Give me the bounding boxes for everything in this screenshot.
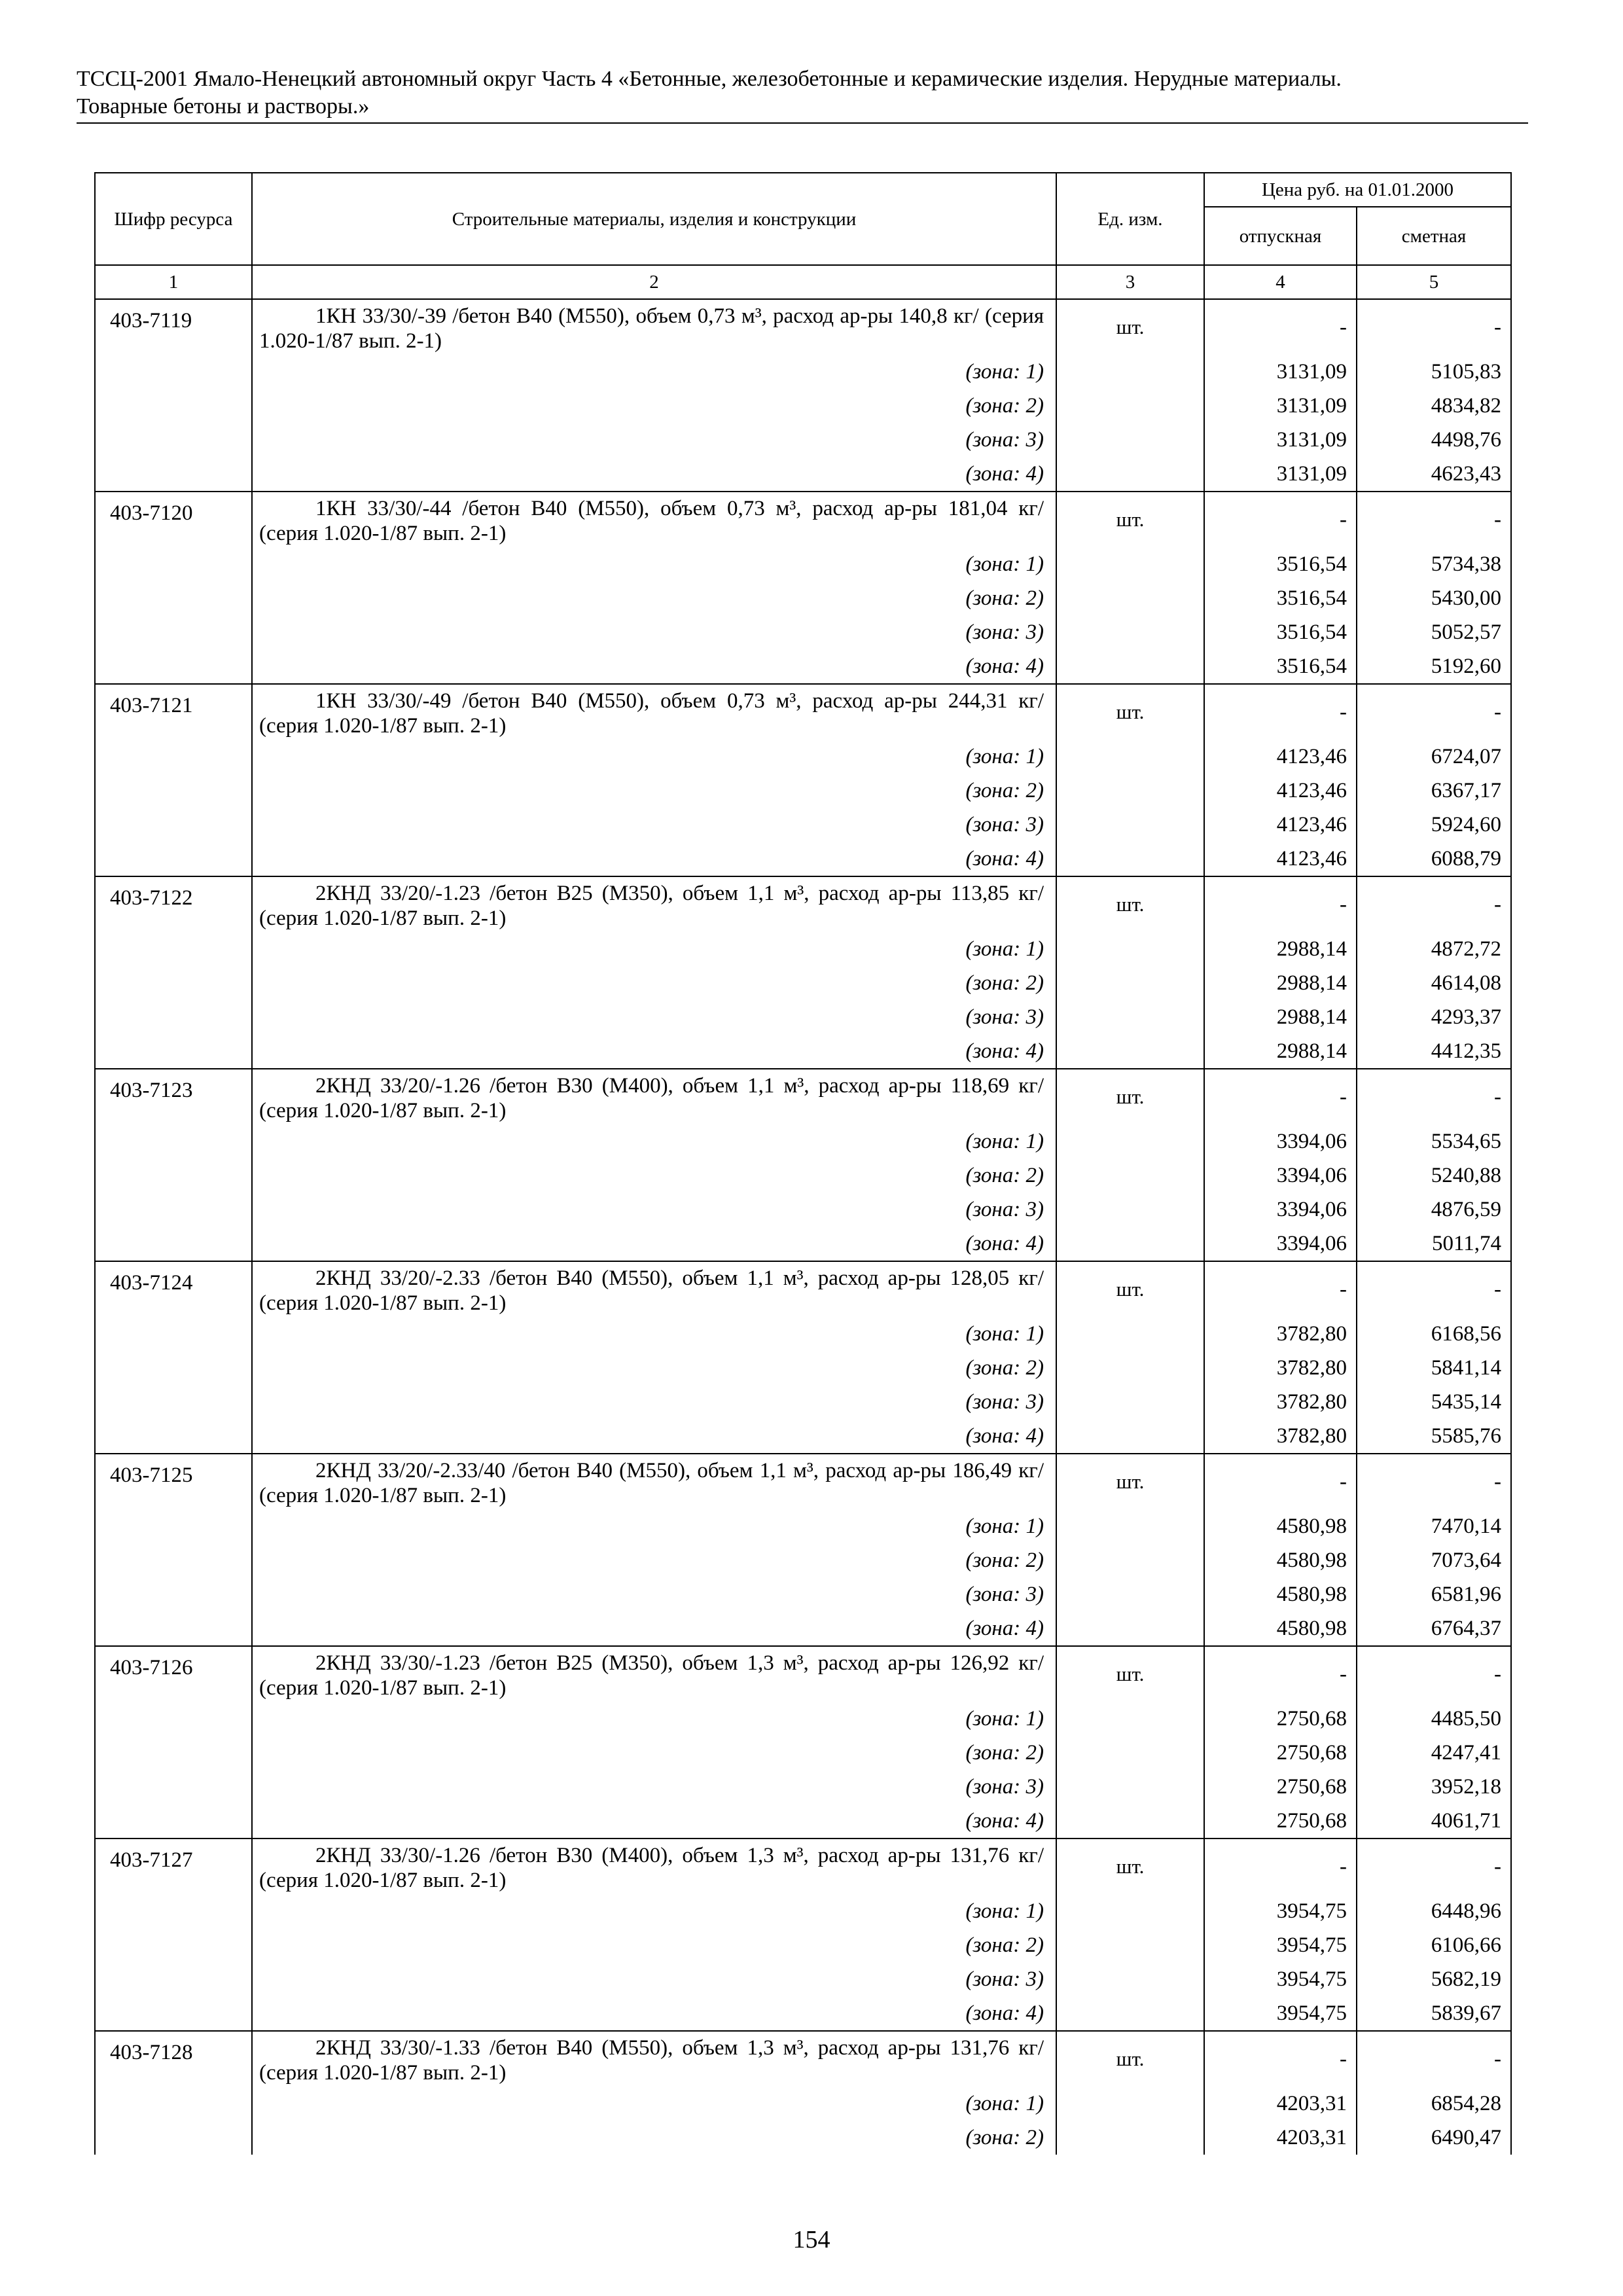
estimate-price: 5052,57 bbox=[1431, 620, 1501, 644]
estimate-price: 4614,08 bbox=[1431, 971, 1501, 995]
zone-label: (зона: 3) bbox=[965, 428, 1044, 452]
material-description: 2КНД 33/20/-2.33/40 /бетон В40 (М550), объем 1,1 м³, расход ар-ры 186,49 кг/ (серия 1.020-1/87 вып. 2-1) bbox=[259, 1459, 1044, 1507]
estimate-price-cell bbox=[1357, 1839, 1511, 2031]
release-price: 3394,06 bbox=[1276, 1198, 1347, 1221]
no-price-dash: - bbox=[1494, 1470, 1501, 1494]
release-price: 3782,80 bbox=[1276, 1390, 1347, 1414]
zone-label: (зона: 1) bbox=[965, 2092, 1044, 2115]
col-number: 4 bbox=[1204, 265, 1357, 299]
no-price-dash: - bbox=[1494, 315, 1501, 339]
resource-code: 403-7126 bbox=[95, 1646, 252, 1839]
release-price: 4123,46 bbox=[1276, 745, 1347, 768]
zone-label: (зона: 3) bbox=[965, 1390, 1044, 1414]
estimate-price: 6088,79 bbox=[1431, 847, 1501, 870]
material-description-cell bbox=[252, 492, 1056, 684]
col-header-unit: Ед. изм. bbox=[1056, 173, 1204, 265]
table-body bbox=[95, 299, 1511, 2155]
unit-of-measure: шт. bbox=[1116, 1470, 1145, 1493]
resource-code: 403-7120 bbox=[95, 492, 252, 684]
price-table bbox=[94, 172, 1512, 2155]
unit-of-measure: шт. bbox=[1116, 1662, 1145, 1685]
material-description: 2КНД 33/30/-1.23 /бетон В25 (М350), объем 1,3 м³, расход ар-ры 126,92 кг/ (серия 1.020-1/87 вып. 2-1) bbox=[259, 1651, 1044, 1700]
zone-label: (зона: 3) bbox=[965, 1198, 1044, 1221]
estimate-price: 5924,60 bbox=[1431, 813, 1501, 836]
unit-of-measure: шт. bbox=[1116, 1855, 1145, 1878]
no-price-dash: - bbox=[1340, 1085, 1347, 1109]
col-header-release: отпускная bbox=[1204, 207, 1357, 265]
release-price-cell bbox=[1204, 1454, 1357, 1646]
zone-label: (зона: 1) bbox=[965, 552, 1044, 576]
release-price: 3782,80 bbox=[1276, 1356, 1347, 1380]
release-price: 2750,68 bbox=[1276, 1775, 1347, 1799]
estimate-price-cell bbox=[1357, 1261, 1511, 1454]
estimate-price: 5011,74 bbox=[1431, 1232, 1501, 1255]
release-price: 4203,31 bbox=[1276, 2126, 1347, 2149]
release-price: 4580,98 bbox=[1276, 1617, 1347, 1640]
zone-label: (зона: 4) bbox=[965, 1617, 1044, 1640]
unit-cell bbox=[1056, 684, 1204, 876]
zone-label: (зона: 3) bbox=[965, 813, 1044, 836]
zone-label: (зона: 4) bbox=[965, 1809, 1044, 1833]
release-price: 3954,75 bbox=[1276, 2001, 1347, 2025]
estimate-price: 5430,00 bbox=[1431, 586, 1501, 610]
material-description-cell bbox=[252, 684, 1056, 876]
col-number: 1 bbox=[95, 265, 252, 299]
resource-code: 403-7123 bbox=[95, 1069, 252, 1261]
material-description-cell bbox=[252, 299, 1056, 492]
table-row bbox=[95, 1454, 1511, 1646]
resource-code: 403-7124 bbox=[95, 1261, 252, 1454]
unit-of-measure: шт. bbox=[1116, 508, 1145, 531]
material-description-cell bbox=[252, 2031, 1056, 2155]
zone-label: (зона: 4) bbox=[965, 655, 1044, 678]
resource-code: 403-7127 bbox=[95, 1839, 252, 2031]
release-price: 3516,54 bbox=[1276, 620, 1347, 644]
no-price-dash: - bbox=[1340, 508, 1347, 531]
release-price: 2750,68 bbox=[1276, 1707, 1347, 1731]
header-line-2: Товарные бетоны и растворы.» bbox=[77, 94, 370, 118]
release-price: 4580,98 bbox=[1276, 1549, 1347, 1572]
release-price: 4580,98 bbox=[1276, 1583, 1347, 1606]
estimate-price: 3952,18 bbox=[1431, 1775, 1501, 1799]
material-description: 1КН 33/30/-44 /бетон В40 (М550), объем 0,73 м³, расход ар-ры 181,04 кг/ (серия 1.020-1/87 вып. 2-1) bbox=[259, 497, 1044, 545]
table-row bbox=[95, 299, 1511, 492]
zone-label: (зона: 2) bbox=[965, 1933, 1044, 1957]
no-price-dash: - bbox=[1494, 893, 1501, 916]
release-price: 3131,09 bbox=[1276, 394, 1347, 418]
material-description: 1КН 33/30/-39 /бетон В40 (М550), объем 0,73 м³, расход ар-ры 140,8 кг/ (серия 1.020-1/87 вып. 2-1) bbox=[259, 304, 1044, 353]
unit-cell bbox=[1056, 299, 1204, 492]
release-price: 3131,09 bbox=[1276, 462, 1347, 486]
material-description-cell bbox=[252, 1646, 1056, 1839]
material-description-cell bbox=[252, 1454, 1056, 1646]
release-price-cell bbox=[1204, 492, 1357, 684]
zone-label: (зона: 1) bbox=[965, 1130, 1044, 1153]
estimate-price: 6448,96 bbox=[1431, 1899, 1501, 1923]
estimate-price: 6106,66 bbox=[1431, 1933, 1501, 1957]
estimate-price: 5585,76 bbox=[1431, 1424, 1501, 1448]
estimate-price: 6581,96 bbox=[1431, 1583, 1501, 1606]
estimate-price: 4247,41 bbox=[1431, 1741, 1501, 1765]
release-price: 2750,68 bbox=[1276, 1809, 1347, 1833]
estimate-price-cell bbox=[1357, 1646, 1511, 1839]
no-price-dash: - bbox=[1494, 2047, 1501, 2071]
zone-label: (зона: 1) bbox=[965, 1515, 1044, 1538]
estimate-price: 5839,67 bbox=[1431, 2001, 1501, 2025]
page-number: 154 bbox=[793, 2226, 830, 2253]
resource-code: 403-7128 bbox=[95, 2031, 252, 2155]
no-price-dash: - bbox=[1494, 1855, 1501, 1878]
material-description-cell bbox=[252, 1261, 1056, 1454]
estimate-price: 7470,14 bbox=[1431, 1515, 1501, 1538]
no-price-dash: - bbox=[1340, 315, 1347, 339]
table-row bbox=[95, 2031, 1511, 2155]
estimate-price: 4485,50 bbox=[1431, 1707, 1501, 1731]
release-price: 3782,80 bbox=[1276, 1424, 1347, 1448]
no-price-dash: - bbox=[1340, 1470, 1347, 1494]
zone-label: (зона: 4) bbox=[965, 2001, 1044, 2025]
release-price: 2988,14 bbox=[1276, 1005, 1347, 1029]
table-row bbox=[95, 492, 1511, 684]
resource-code: 403-7125 bbox=[95, 1454, 252, 1646]
release-price: 3516,54 bbox=[1276, 655, 1347, 678]
unit-cell bbox=[1056, 1646, 1204, 1839]
estimate-price: 5240,88 bbox=[1431, 1164, 1501, 1187]
estimate-price: 5841,14 bbox=[1431, 1356, 1501, 1380]
material-description: 2КНД 33/20/-2.33 /бетон В40 (М550), объем 1,1 м³, расход ар-ры 128,05 кг/ (серия 1.020-1/87 вып. 2-1) bbox=[259, 1266, 1044, 1315]
estimate-price: 6168,56 bbox=[1431, 1322, 1501, 1346]
header-line-1: ТССЦ-2001 Ямало-Ненецкий автономный округ Часть 4 «Бетонные, железобетонные и керамические изделия. Нерудные материалы. bbox=[77, 67, 1342, 91]
release-price: 3131,09 bbox=[1276, 360, 1347, 384]
material-description-cell bbox=[252, 876, 1056, 1069]
no-price-dash: - bbox=[1340, 700, 1347, 724]
unit-of-measure: шт. bbox=[1116, 1278, 1145, 1300]
col-number: 3 bbox=[1056, 265, 1204, 299]
table-row bbox=[95, 876, 1511, 1069]
material-description-cell bbox=[252, 1069, 1056, 1261]
release-price-cell bbox=[1204, 299, 1357, 492]
estimate-price: 4498,76 bbox=[1431, 428, 1501, 452]
estimate-price-cell bbox=[1357, 299, 1511, 492]
estimate-price: 6854,28 bbox=[1431, 2092, 1501, 2115]
estimate-price-cell bbox=[1357, 492, 1511, 684]
zone-label: (зона: 3) bbox=[965, 1005, 1044, 1029]
table-row bbox=[95, 684, 1511, 876]
estimate-price: 4412,35 bbox=[1431, 1039, 1501, 1063]
no-price-dash: - bbox=[1340, 1662, 1347, 1686]
estimate-price-cell bbox=[1357, 876, 1511, 1069]
release-price: 4580,98 bbox=[1276, 1515, 1347, 1538]
estimate-price: 5534,65 bbox=[1431, 1130, 1501, 1153]
zone-label: (зона: 2) bbox=[965, 394, 1044, 418]
release-price-cell bbox=[1204, 876, 1357, 1069]
release-price: 4123,46 bbox=[1276, 813, 1347, 836]
estimate-price-cell bbox=[1357, 2031, 1511, 2155]
estimate-price-cell bbox=[1357, 684, 1511, 876]
col-number: 5 bbox=[1357, 265, 1511, 299]
estimate-price: 6367,17 bbox=[1431, 779, 1501, 802]
zone-label: (зона: 1) bbox=[965, 360, 1044, 384]
release-price-cell bbox=[1204, 1069, 1357, 1261]
estimate-price: 6724,07 bbox=[1431, 745, 1501, 768]
zone-label: (зона: 2) bbox=[965, 779, 1044, 802]
release-price: 2988,14 bbox=[1276, 937, 1347, 961]
zone-label: (зона: 3) bbox=[965, 620, 1044, 644]
release-price: 3954,75 bbox=[1276, 1967, 1347, 1991]
release-price: 2988,14 bbox=[1276, 971, 1347, 995]
release-price: 3954,75 bbox=[1276, 1899, 1347, 1923]
table-row bbox=[95, 1261, 1511, 1454]
release-price: 3394,06 bbox=[1276, 1130, 1347, 1153]
no-price-dash: - bbox=[1494, 1278, 1501, 1301]
no-price-dash: - bbox=[1340, 1278, 1347, 1301]
unit-of-measure: шт. bbox=[1116, 893, 1145, 916]
release-price-cell bbox=[1204, 2031, 1357, 2155]
release-price: 3131,09 bbox=[1276, 428, 1347, 452]
unit-cell bbox=[1056, 1454, 1204, 1646]
material-description-cell bbox=[252, 1839, 1056, 2031]
estimate-price-cell bbox=[1357, 1454, 1511, 1646]
estimate-price: 5682,19 bbox=[1431, 1967, 1501, 1991]
release-price-cell bbox=[1204, 684, 1357, 876]
zone-label: (зона: 4) bbox=[965, 1424, 1044, 1448]
zone-label: (зона: 4) bbox=[965, 1039, 1044, 1063]
estimate-price: 4623,43 bbox=[1431, 462, 1501, 486]
unit-of-measure: шт. bbox=[1116, 1085, 1145, 1108]
unit-cell bbox=[1056, 876, 1204, 1069]
zone-label: (зона: 1) bbox=[965, 1707, 1044, 1731]
estimate-price: 4834,82 bbox=[1431, 394, 1501, 418]
no-price-dash: - bbox=[1340, 2047, 1347, 2071]
no-price-dash: - bbox=[1494, 700, 1501, 724]
resource-code: 403-7119 bbox=[95, 299, 252, 492]
release-price: 3782,80 bbox=[1276, 1322, 1347, 1346]
zone-label: (зона: 4) bbox=[965, 1232, 1044, 1255]
zone-label: (зона: 1) bbox=[965, 745, 1044, 768]
unit-cell bbox=[1056, 492, 1204, 684]
zone-label: (зона: 2) bbox=[965, 1356, 1044, 1380]
estimate-price: 5105,83 bbox=[1431, 360, 1501, 384]
resource-code: 403-7121 bbox=[95, 684, 252, 876]
zone-label: (зона: 2) bbox=[965, 1741, 1044, 1765]
document-header bbox=[77, 65, 1528, 120]
zone-label: (зона: 2) bbox=[965, 2126, 1044, 2149]
zone-label: (зона: 2) bbox=[965, 971, 1044, 995]
release-price: 2988,14 bbox=[1276, 1039, 1347, 1063]
release-price: 3516,54 bbox=[1276, 552, 1347, 576]
estimate-price: 5734,38 bbox=[1431, 552, 1501, 576]
resource-code: 403-7122 bbox=[95, 876, 252, 1069]
estimate-price: 5435,14 bbox=[1431, 1390, 1501, 1414]
release-price: 4123,46 bbox=[1276, 779, 1347, 802]
zone-label: (зона: 4) bbox=[965, 462, 1044, 486]
no-price-dash: - bbox=[1494, 1085, 1501, 1109]
table-row bbox=[95, 1069, 1511, 1261]
estimate-price: 7073,64 bbox=[1431, 1549, 1501, 1572]
release-price: 4123,46 bbox=[1276, 847, 1347, 870]
zone-label: (зона: 2) bbox=[965, 1164, 1044, 1187]
no-price-dash: - bbox=[1340, 893, 1347, 916]
table-row bbox=[95, 1839, 1511, 2031]
estimate-price: 6764,37 bbox=[1431, 1617, 1501, 1640]
unit-of-measure: шт. bbox=[1116, 700, 1145, 723]
material-description: 2КНД 33/30/-1.26 /бетон В30 (М400), объем 1,3 м³, расход ар-ры 131,76 кг/ (серия 1.020-1/87 вып. 2-1) bbox=[259, 1844, 1044, 1892]
release-price: 3516,54 bbox=[1276, 586, 1347, 610]
estimate-price: 4061,71 bbox=[1431, 1809, 1501, 1833]
unit-cell bbox=[1056, 1261, 1204, 1454]
estimate-price: 5192,60 bbox=[1431, 655, 1501, 678]
release-price-cell bbox=[1204, 1646, 1357, 1839]
col-header-name: Строительные материалы, изделия и конструкции bbox=[252, 173, 1056, 265]
material-description: 1КН 33/30/-49 /бетон В40 (М550), объем 0,73 м³, расход ар-ры 244,31 кг/ (серия 1.020-1/87 вып. 2-1) bbox=[259, 689, 1044, 738]
release-price-cell bbox=[1204, 1839, 1357, 2031]
material-description: 2КНД 33/20/-1.26 /бетон В30 (М400), объем 1,1 м³, расход ар-ры 118,69 кг/ (серия 1.020-1/87 вып. 2-1) bbox=[259, 1074, 1044, 1122]
table-row bbox=[95, 1646, 1511, 1839]
zone-label: (зона: 2) bbox=[965, 1549, 1044, 1572]
zone-label: (зона: 4) bbox=[965, 847, 1044, 870]
estimate-price: 4872,72 bbox=[1431, 937, 1501, 961]
col-number: 2 bbox=[252, 265, 1056, 299]
estimate-price-cell bbox=[1357, 1069, 1511, 1261]
zone-label: (зона: 3) bbox=[965, 1775, 1044, 1799]
estimate-price: 6490,47 bbox=[1431, 2126, 1501, 2149]
zone-label: (зона: 3) bbox=[965, 1583, 1044, 1606]
release-price: 3954,75 bbox=[1276, 1933, 1347, 1957]
material-description: 2КНД 33/30/-1.33 /бетон В40 (М550), объем 1,3 м³, расход ар-ры 131,76 кг/ (серия 1.020-1/87 вып. 2-1) bbox=[259, 2036, 1044, 2085]
unit-cell bbox=[1056, 1839, 1204, 2031]
no-price-dash: - bbox=[1494, 508, 1501, 531]
unit-cell bbox=[1056, 1069, 1204, 1261]
material-description: 2КНД 33/20/-1.23 /бетон В25 (М350), объем 1,1 м³, расход ар-ры 113,85 кг/ (серия 1.020-1/87 вып. 2-1) bbox=[259, 882, 1044, 930]
unit-of-measure: шт. bbox=[1116, 315, 1145, 338]
zone-label: (зона: 1) bbox=[965, 1899, 1044, 1923]
col-header-price: Цена руб. на 01.01.2000 bbox=[1204, 173, 1511, 207]
col-header-code: Шифр ресурса bbox=[95, 173, 252, 265]
zone-label: (зона: 1) bbox=[965, 1322, 1044, 1346]
no-price-dash: - bbox=[1494, 1662, 1501, 1686]
no-price-dash: - bbox=[1340, 1855, 1347, 1878]
release-price: 2750,68 bbox=[1276, 1741, 1347, 1765]
unit-of-measure: шт. bbox=[1116, 2047, 1145, 2070]
release-price: 3394,06 bbox=[1276, 1164, 1347, 1187]
col-header-estimate: сметная bbox=[1357, 207, 1511, 265]
zone-label: (зона: 3) bbox=[965, 1967, 1044, 1991]
zone-label: (зона: 2) bbox=[965, 586, 1044, 610]
unit-cell bbox=[1056, 2031, 1204, 2155]
estimate-price: 4876,59 bbox=[1431, 1198, 1501, 1221]
estimate-price: 4293,37 bbox=[1431, 1005, 1501, 1029]
header-rule bbox=[77, 122, 1528, 124]
release-price: 3394,06 bbox=[1276, 1232, 1347, 1255]
release-price: 4203,31 bbox=[1276, 2092, 1347, 2115]
zone-label: (зона: 1) bbox=[965, 937, 1044, 961]
release-price-cell bbox=[1204, 1261, 1357, 1454]
